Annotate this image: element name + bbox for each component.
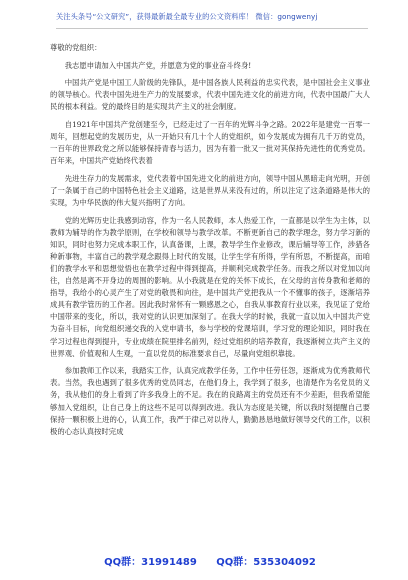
paragraph: 先进生存力的发展需求，党代表着中国先进文化的前进方向，领导中国从黑暗走向光明，开创了一条属于自己的中国特色社会主义道路，这是世界从来没有过的，所以注定了这条道路是伟大的实现，为中华民族的伟大复兴指明了方向。 bbox=[50, 173, 370, 208]
paragraph: 中国共产党是中国工人阶级的先锋队，是中国各族人民利益的忠实代表，是中国社会主义事业的领导核心。代表中国先进生产力的发展要求，代表中国先进文化的前进方向，代表中国最广大人民的根本利益。党的最终目的是实现共产主义的社会制度。 bbox=[50, 78, 370, 112]
qq-group-1: QQ群：31991489 bbox=[104, 557, 197, 568]
footer-contact bbox=[50, 553, 370, 568]
paragraph: 我志愿申请加入中国共产党，并愿意为党的事业奋斗终身! bbox=[64, 60, 252, 70]
paragraph: 自1921年中国共产党创建至今，已经走过了一百年的光辉斗争之路。2022年是建党一百零一周年，回想起党的发展历史，从一开始只有几十个人的党组织，如今发展成为拥有几千万的党员，一百年的世界政党之所以能够保持青春与活力，因为有着一批又一批对其保持先进性的优秀党员。百年来，中国共产党始终代表着 bbox=[50, 119, 370, 166]
salutation: 尊敬的党组织： bbox=[50, 43, 102, 52]
qq-group-2: QQ群：535304092 bbox=[216, 557, 316, 568]
paragraph: 党的光辉历史让我感到动容，作为一名人民教师，本人热爱工作，一直都是以学生为主体，以教师为辅导的作为教学原则，在学校和领导与教学改革。不断更新自己的教学理念，努力学习新的知识，同时也努力完成本职工作，认真备课，上课，教导学生作业修改，课后辅导等工作，涉猎各种新事物，丰富自己的教学观念跟得上时代的发展，让学生学有所得，学有所思，不断提高，而咱们的教学水平和思想觉悟也在教学过程中得到提高，并顺利完成教学任务。而我之所以对党加以向往，自然是离不开身边的周围的影响。从小我就是在党的关怀下成长，在父母的言传身教和老师的指导，我给小的心灵产生了对党的敬畏和向往，是中国共产党把我从一个不懂事的孩子，逐渐培养成具有教学管历的工作者。因此我时常怀有一颗感恩之心，自我从事教育行业以来，我见证了党给中国带来的变化，所以，我对党的认识更加深刻了。在我大学的时候，我就一直以加入中国共产党为奋斗目标，向党组织递交我的入党申请书，参与学校的党课培训，学习党的理论知识，同时我在学习过程也得到提升，专业成绩在院里排名前列，经过党组织的培养教育，我逐渐树立共产主义的世界观、价值观和人生观，一直以党员的标准要求自己，尽量向党组织靠拢。 bbox=[50, 215, 370, 358]
header-promo-note: 关注头条号“公文研究”，获得最新最全最专业的公文资料库！ 微信：gongwenyj bbox=[56, 12, 318, 21]
header-divider bbox=[56, 28, 368, 29]
document-body bbox=[50, 42, 370, 443]
paragraph: 参加教师工作以来，我踏实工作，认真完成教学任务，工作中任劳任怨，逐渐成为优秀教师代表。当然，我也遇到了很多优秀的党员同志，在他们身上，我学到了很多，也清楚作为名党员的义务，我从他们的身上看到了许多我身上的不足。我在的良路离主的党员还有不少差距，但我希望能够加入党组织，让自己身上的这些不足可以得到改进。我认为态度是关键，所以我时刻提醒自己要保持一颗积极上进的心，认真工作，我严于律己对以待人，勤勤恳恳地做好领导交代的工作，以积极的心态认真按时完成 bbox=[50, 366, 370, 436]
